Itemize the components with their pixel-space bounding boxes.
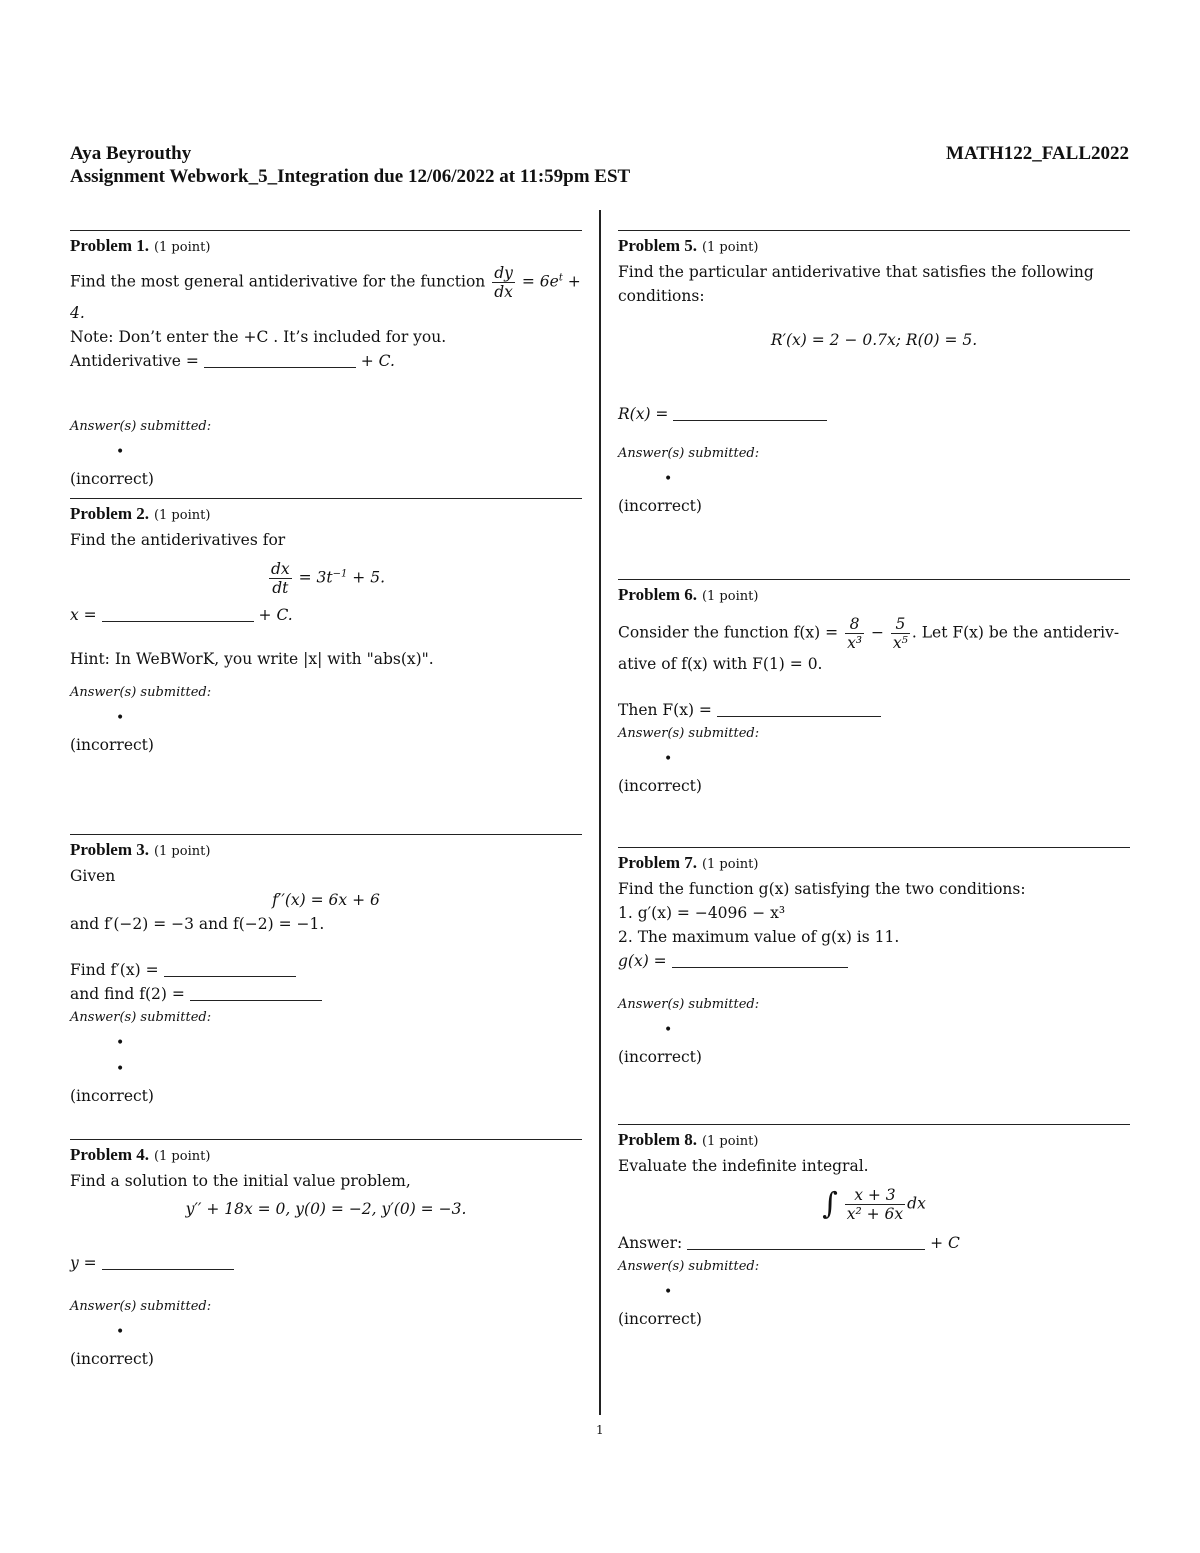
problem-3: Problem 3. (1 point) Given f′′(x) = 6x + 6 and f′(−2) = −3 and f(−2) = −1. Find f′(x) = and find f(2) = Answer(s) submitted: • • (incorrect)	[70, 834, 582, 1108]
answers-submitted-label: Answer(s) submitted:	[618, 446, 760, 461]
problem-7: Problem 7. (1 point) Find the function g(x) satisfying the two conditions: 1. g′(x) = −4096 − x³ 2. The maximum value of g(x) is 11. g(x) = Answer(s) submitted: • (incorrect)	[618, 847, 1130, 1069]
equation: y′′ + 18x = 0, y(0) = −2, y′(0) = −3.	[185, 1200, 467, 1218]
problem-2: Problem 2. (1 point) Find the antiderivatives for $\frac{dx}{dt}$ = $3t^{-1} + 5$. x = + C. Hint: In WeBWorK, you write |x| with "abs(x)". Answer(s) submitted: • (incorrect)	[70, 498, 582, 757]
fraction: $\frac{dy}{dx}$	[494, 264, 513, 301]
problem-title: Problem 2.	[70, 504, 150, 523]
problem-text: ative of f(x) with F(1) = 0.	[618, 655, 823, 673]
answers-submitted-label: Answer(s) submitted:	[618, 997, 760, 1012]
submitted-answer-2: •	[116, 1061, 125, 1077]
problem-1: Problem 1. (1 point) Find the most general antiderivative for the function $\frac{dy}{dx}$ = $6e^t + 4$. Note: Don’t enter the +C . It’s included for you. Antiderivative = + C. Answer(s) submitted: • (incorrect)	[70, 230, 582, 491]
problem-text: Given	[70, 867, 116, 885]
condition-2: 2. The maximum value of g(x) is 11.	[618, 928, 900, 946]
problem-text: Find the antiderivatives for	[70, 531, 286, 549]
answers-submitted-label: Answer(s) submitted:	[70, 1010, 212, 1025]
answer-status: (incorrect)	[618, 1310, 702, 1328]
answers-submitted-label: Answer(s) submitted:	[70, 419, 212, 434]
condition-1: 1. g′(x) = −4096 − x³	[618, 904, 786, 922]
problem-5: Problem 5. (1 point) Find the particular antiderivative that satisfies the following conditions: R′(x) = 2 − 0.7x; R(0) = 5. R(x) = Answer(s) submitted: • (incorrect)	[618, 230, 1130, 518]
course-name: MATH122_FALL2022	[946, 143, 1129, 164]
answer-status: (incorrect)	[618, 1048, 702, 1066]
submitted-answer: •	[116, 1324, 125, 1340]
submitted-answer: •	[664, 751, 673, 767]
problem-text: Evaluate the indefinite integral.	[618, 1157, 869, 1175]
answer-blank[interactable]	[102, 605, 254, 622]
problem-text: Find the particular antiderivative that satisfies the following conditions:	[618, 263, 1094, 305]
submitted-answer-1: •	[116, 1035, 125, 1051]
points: (1 point)	[701, 857, 759, 872]
problem-title: Problem 7.	[618, 853, 698, 872]
answer-status: (incorrect)	[70, 1087, 154, 1105]
problem-title: Problem 5.	[618, 236, 698, 255]
student-name: Aya Beyrouthy	[70, 143, 192, 164]
points: (1 point)	[153, 508, 211, 523]
hint: Hint: In WeBWorK, you write |x| with "abs(x)".	[70, 650, 434, 668]
conditions: and f′(−2) = −3 and f(−2) = −1.	[70, 915, 325, 933]
answer-blank[interactable]	[673, 404, 827, 421]
points: (1 point)	[701, 240, 759, 255]
answer-status: (incorrect)	[70, 736, 154, 754]
answer-blank-2[interactable]	[190, 984, 322, 1001]
problem-title: Problem 3.	[70, 840, 150, 859]
answer-status: (incorrect)	[618, 497, 702, 515]
answer-status: (incorrect)	[70, 470, 154, 488]
points: (1 point)	[153, 844, 211, 859]
answers-submitted-label: Answer(s) submitted:	[618, 726, 760, 741]
submitted-answer: •	[664, 1284, 673, 1300]
assignment-title: Assignment Webwork_5_Integration due 12/06/2022 at 11:59pm EST	[70, 166, 631, 187]
problem-title: Problem 8.	[618, 1130, 698, 1149]
equation: f′′(x) = 6x + 6	[272, 891, 380, 909]
submitted-answer: •	[664, 1022, 673, 1038]
answers-submitted-label: Answer(s) submitted:	[618, 1259, 760, 1274]
fraction-2: $\frac{5}{\text{x⁵}}$	[892, 615, 908, 652]
problem-title: Problem 4.	[70, 1145, 150, 1164]
answers-submitted-label: Answer(s) submitted:	[70, 1299, 212, 1314]
integral-expression: ∫ $\frac{x + 3}{\text{x² + 6x}}$ dx	[822, 1186, 926, 1223]
answer-blank[interactable]	[717, 700, 881, 717]
page-number: 1	[596, 1423, 604, 1437]
answers-submitted-label: Answer(s) submitted:	[70, 685, 212, 700]
answer-blank[interactable]	[204, 351, 356, 368]
submitted-answer: •	[664, 471, 673, 487]
points: (1 point)	[153, 1149, 211, 1164]
fraction-1: $\frac{8}{\text{x³}}$	[847, 615, 863, 652]
equation: $\frac{dx}{dt}$ = $3t^{-1} + 5$.	[270, 560, 385, 597]
points: (1 point)	[701, 1134, 759, 1149]
problem-text: Find a solution to the initial value problem,	[70, 1172, 411, 1190]
problem-4: Problem 4. (1 point) Find a solution to the initial value problem, y′′ + 18x = 0, y(0) = −2, y′(0) = −3. y = Answer(s) submitted: • (incorrect)	[70, 1139, 582, 1371]
column-divider	[599, 210, 601, 1415]
problem-title: Problem 1.	[70, 236, 150, 255]
submitted-answer: •	[116, 444, 125, 460]
answer-blank-1[interactable]	[164, 960, 296, 977]
answer-blank[interactable]	[102, 1253, 234, 1270]
problem-title: Problem 6.	[618, 585, 698, 604]
problem-note: Note: Don’t enter the +C . It’s included for you.	[70, 328, 447, 346]
points: (1 point)	[153, 240, 211, 255]
submitted-answer: •	[116, 710, 125, 726]
problem-text: Find the most general antiderivative for the function	[70, 272, 486, 291]
answer-status: (incorrect)	[70, 1350, 154, 1368]
points: (1 point)	[701, 589, 759, 604]
answer-blank[interactable]	[687, 1233, 925, 1250]
problem-text: Find the function g(x) satisfying the two conditions:	[618, 880, 1026, 898]
problem-8: Problem 8. (1 point) Evaluate the indefinite integral. ∫ $\frac{x + 3}{\text{x² + 6x}}$ dx Answer: + C Answer(s) submitted: • (incorrect)	[618, 1124, 1130, 1331]
answer-status: (incorrect)	[618, 777, 702, 795]
equation: R′(x) = 2 − 0.7x; R(0) = 5.	[770, 331, 978, 349]
answer-blank[interactable]	[672, 951, 848, 968]
problem-6: Problem 6. (1 point) Consider the function f(x) = $\frac{8}{\text{x³}}$ − $\frac{5}{\text{x⁵}}$ . Let F(x) be the antideriv- ative of f(x) with F(1) = 0. Then F(x) = Answer(s) submitted: • (incorrect)	[618, 579, 1130, 798]
